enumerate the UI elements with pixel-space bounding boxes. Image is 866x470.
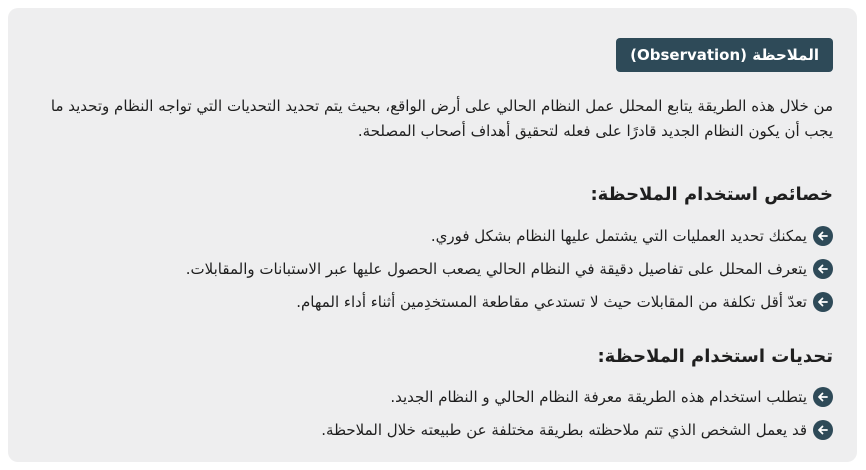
- challenge-text: يتطلب استخدام هذه الطريقة معرفة النظام الحالي و النظام الجديد.: [390, 387, 807, 406]
- section-title-badge: الملاحظة (Observation): [616, 38, 833, 72]
- intro-paragraph: من خلال هذه الطريقة يتابع المحلل عمل النظام الحالي على أرض الواقع، بحيث يتم تحديد التحديات التي تواجه النظام وتحديد ما يجب أن يكون النظام الجديد قادرًا على فعله لتحقيق أهداف أصحاب المصلحة.: [50, 97, 833, 140]
- observation-card: [8, 8, 857, 462]
- challenges-heading: تحديات استخدام الملاحظة:: [597, 346, 833, 367]
- list-item: [321, 413, 833, 446]
- challenges-list: [321, 380, 833, 446]
- list-item: [186, 252, 833, 285]
- feature-text: يمكنك تحديد العمليات التي يشتمل عليها النظام بشكل فوري.: [430, 226, 807, 245]
- challenge-text: قد يعمل الشخص الذي تتم ملاحظته بطريقة مختلفة عن طبيعته خلال الملاحظة.: [321, 420, 807, 439]
- arrow-left-circle-icon: [813, 226, 833, 246]
- arrow-left-circle-icon: [813, 259, 833, 279]
- arrow-left-circle-icon: [813, 420, 833, 440]
- list-item: [186, 219, 833, 252]
- list-item: [186, 285, 833, 318]
- list-item: [321, 380, 833, 413]
- arrow-left-circle-icon: [813, 292, 833, 312]
- feature-text: تعدّ أقل تكلفة من المقابلات حيث لا تستدعي مقاطعة المستخدِمين أثناء أداء المهام.: [296, 292, 807, 311]
- feature-text: يتعرف المحلل على تفاصيل دقيقة في النظام الحالي يصعب الحصول عليها عبر الاستبانات والمقابلات.: [185, 259, 807, 278]
- features-heading: خصائص استخدام الملاحظة:: [590, 184, 833, 205]
- features-list: [186, 219, 833, 318]
- arrow-left-circle-icon: [813, 387, 833, 407]
